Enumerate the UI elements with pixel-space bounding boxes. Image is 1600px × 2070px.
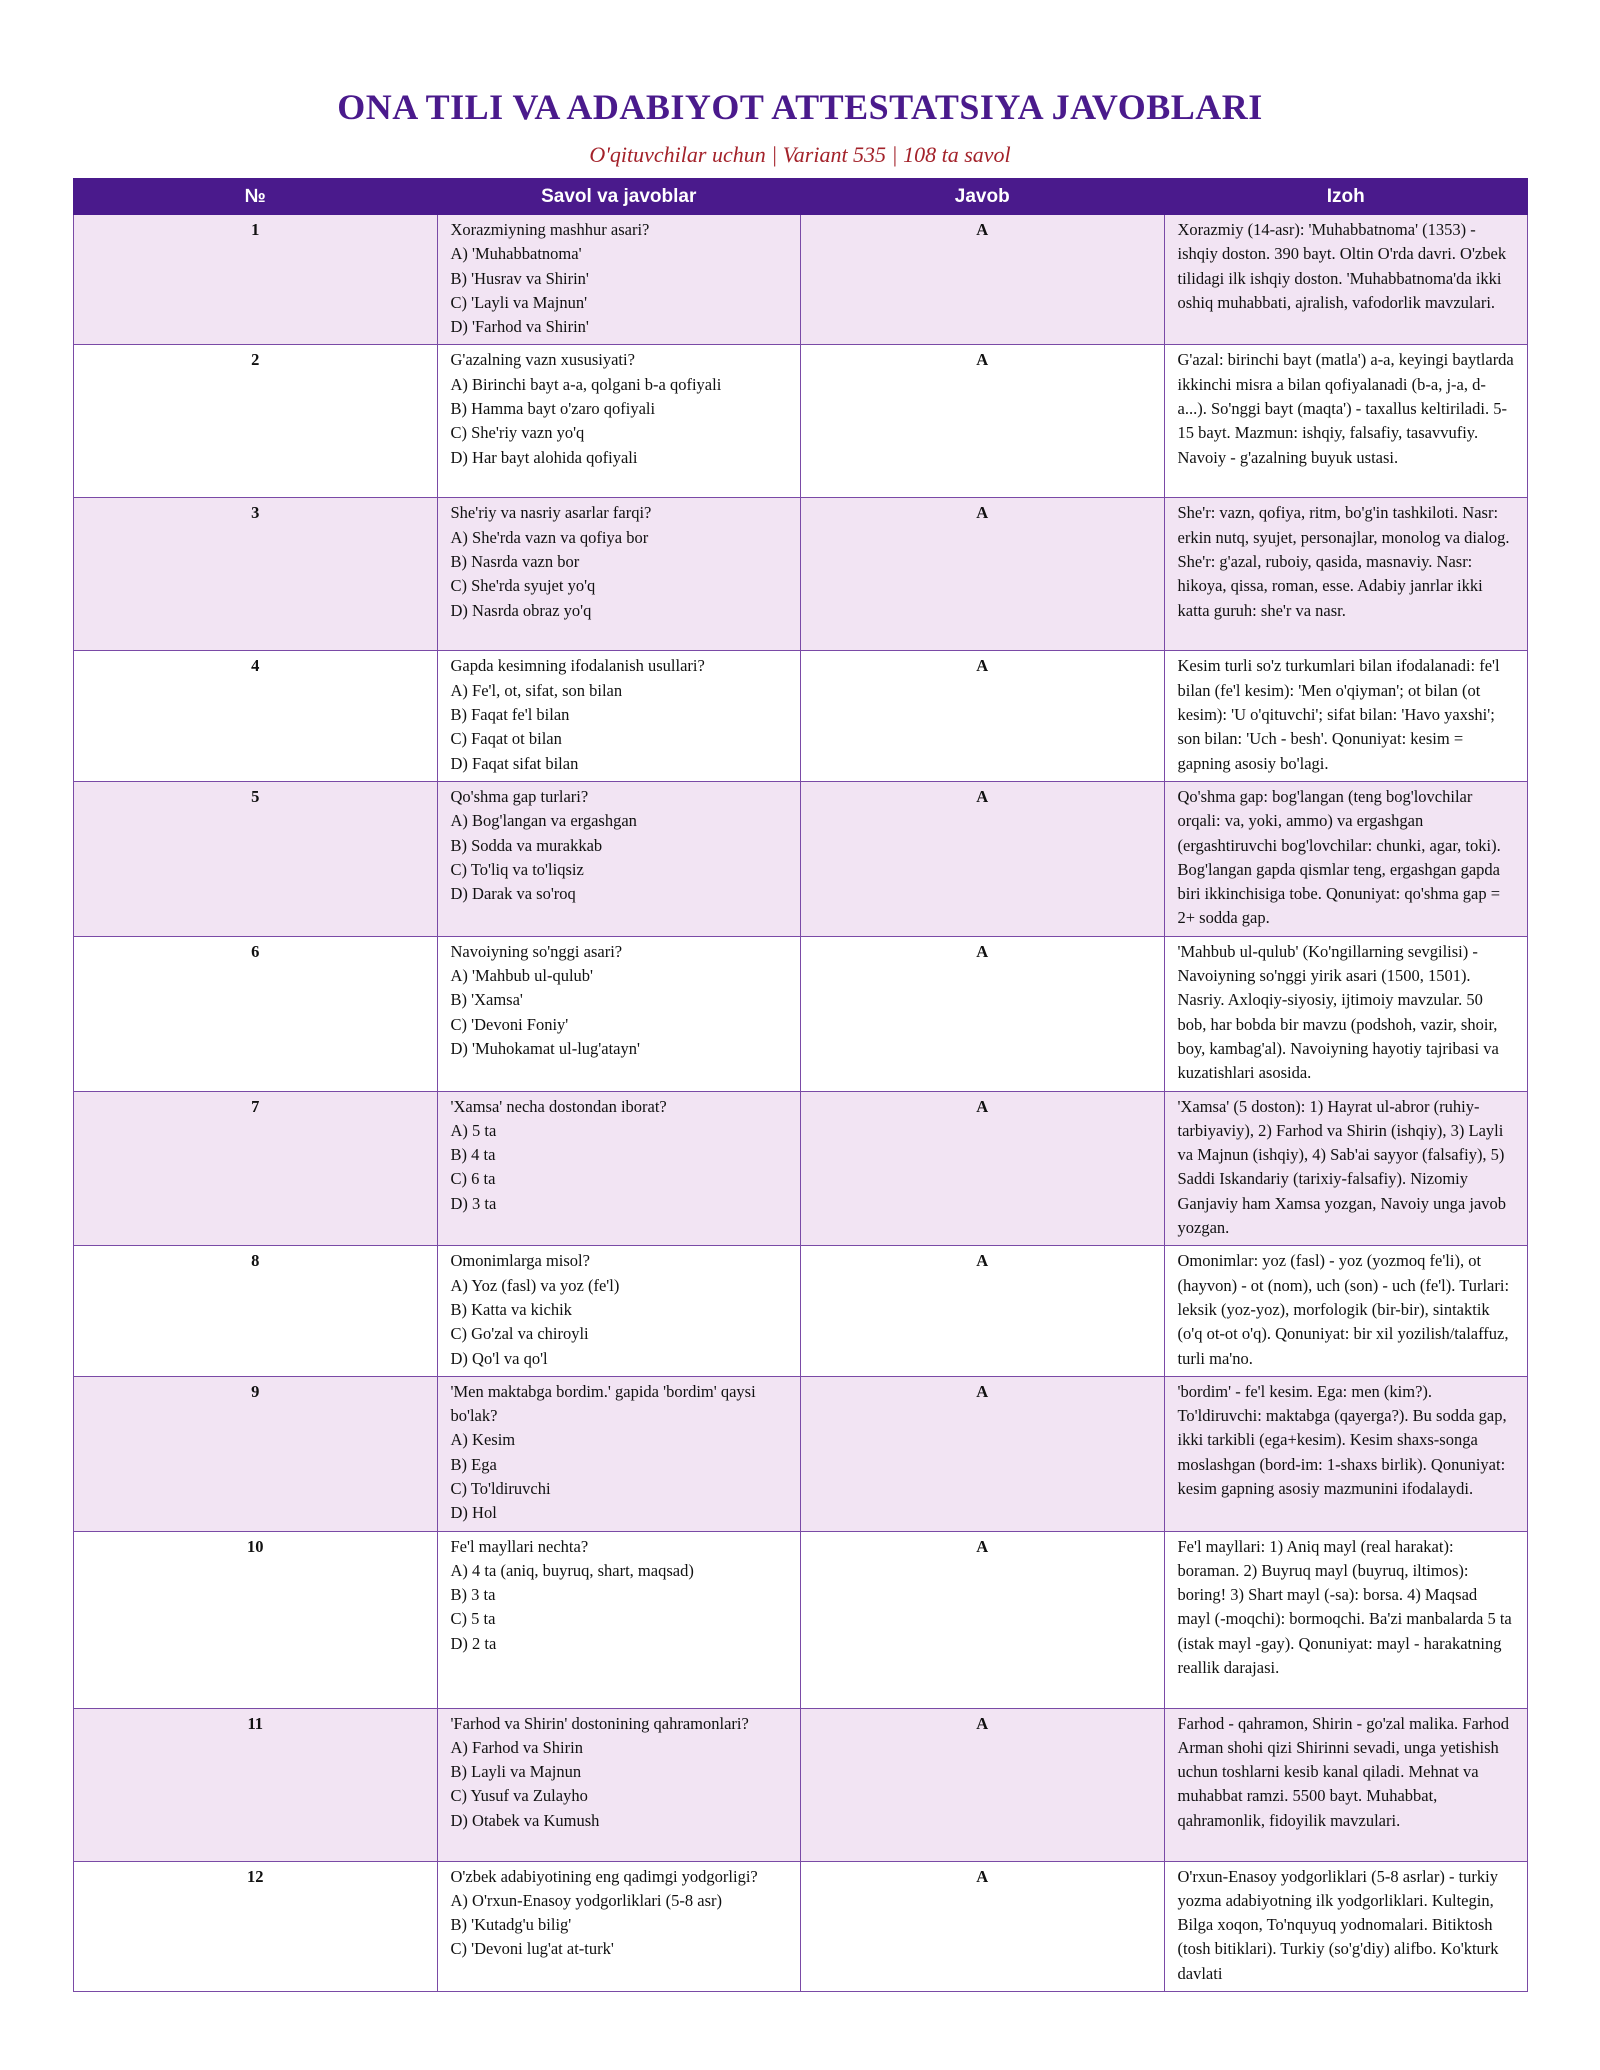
table-row	[74, 215, 1528, 345]
question-text: She'riy va nasriy asarlar farqi?	[450, 503, 652, 523]
answer-option: D) 2 ta	[450, 1633, 497, 1653]
correct-answer: A	[801, 215, 1165, 345]
explanation-note: Qo'shma gap: bog'langan (teng bog'lovchilar orqali: va, yoki, ammo) va ergashgan (ergashtiruvchi bog'lovchilar: chunki, agar, toki). Bog'langan gapda qismlar teng, ergashgan gapda biri ikkinchisiga tobe. Qonuniyat: qo'shma gap = 2+ sodda gap.	[1164, 781, 1528, 936]
question-number: 9	[74, 1376, 438, 1531]
question-cell	[437, 1861, 801, 1991]
answer-option: C) To'liq va to'liqsiz	[450, 859, 584, 879]
explanation-note: 'bordim' - fe'l kesim. Ega: men (kim?). To'ldiruvchi: maktabga (qayerga?). Bu sodda gap, ikki tarkibli (ega+kesim). Kesim shaxs-songa moslashgan (bord-im: 1-shaxs birlik). Qonuniyat: kesim gapning asosiy mazmunini ifodalaydi.	[1164, 1376, 1528, 1531]
answer-option: B) Layli va Majnun	[450, 1762, 582, 1782]
question-cell	[437, 498, 801, 651]
table-row	[74, 1861, 1528, 1991]
answer-option: B) Katta va kichik	[450, 1299, 572, 1319]
answer-option: A) Kesim	[450, 1430, 516, 1450]
question-cell	[437, 215, 801, 345]
question-cell	[437, 781, 801, 936]
answer-option: A) Farhod va Shirin	[450, 1737, 583, 1757]
question-text: O'zbek adabiyotining eng qadimgi yodgorligi?	[450, 1866, 758, 1886]
answer-option: C) To'ldiruvchi	[450, 1478, 551, 1498]
answer-option: B) Nasrda vazn bor	[450, 552, 580, 572]
question-number: 10	[74, 1531, 438, 1708]
explanation-note: Kesim turli so'z turkumlari bilan ifodalanadi: fe'l bilan (fe'l kesim): 'Men o'qiyman'; ot bilan (ot kesim): 'U o'qituvchi'; sifat bilan: 'Havo yaxshi'; son bilan: 'Uch - besh'. Qonuniyat: kesim = gapning asosiy bo'lagi.	[1164, 651, 1528, 781]
correct-answer: A	[801, 498, 1165, 651]
explanation-note: Farhod - qahramon, Shirin - go'zal malika. Farhod Arman shohi qizi Shirinni sevadi, unga yetishish uchun toshlarni kesib kanal qiladi. Mehnat va muhabbat ramzi. 5500 bayt. Muhabbat, qahramonlik, fidoyilik mavzulari.	[1164, 1708, 1528, 1861]
header-number: №	[74, 179, 438, 215]
question-number: 6	[74, 936, 438, 1091]
answer-option: D) Darak va so'roq	[450, 884, 576, 904]
answer-option: C) Faqat ot bilan	[450, 729, 562, 749]
explanation-note: Fe'l mayllari: 1) Aniq mayl (real harakat): boraman. 2) Buyruq mayl (buyruq, iltimos): boring! 3) Shart mayl (-sa): borsa. 4) Maqsad mayl (-moqchi): bormoqchi. Ba'zi manbalarda 5 ta (istak mayl -gay). Qonuniyat: mayl - harakatning reallik darajasi.	[1164, 1531, 1528, 1708]
question-cell	[437, 1531, 801, 1708]
answer-option: D) 3 ta	[450, 1193, 497, 1213]
answer-option: B) Faqat fe'l bilan	[450, 705, 570, 725]
correct-answer: A	[801, 1861, 1165, 1991]
answer-option: C) 'Devoni Foniy'	[450, 1014, 569, 1034]
answer-option: C) She'rda syujet yo'q	[450, 576, 596, 596]
explanation-note: 'Xamsa' (5 doston): 1) Hayrat ul-abror (ruhiy-tarbiyaviy), 2) Farhod va Shirin (ishqiy), 3) Layli va Majnun (ishqiy), 4) Sab'ai sayyor (falsafiy), 5) Saddi Iskandariy (tarixiy-falsafiy). Nizomiy Ganjaviy ham Xamsa yozgan, Navoiy unga javob yozgan.	[1164, 1091, 1528, 1246]
question-cell	[437, 345, 801, 498]
correct-answer: A	[801, 936, 1165, 1091]
question-text: Navoiyning so'nggi asari?	[450, 941, 623, 961]
answer-option: A) Bog'langan va ergashgan	[450, 811, 637, 831]
answer-option: B) 3 ta	[450, 1585, 496, 1605]
question-number: 8	[74, 1246, 438, 1376]
question-text: Qo'shma gap turlari?	[450, 786, 589, 806]
answer-option: D) Otabek va Kumush	[450, 1810, 600, 1830]
answer-option: A) Fe'l, ot, sifat, son bilan	[450, 680, 623, 700]
explanation-note: G'azal: birinchi bayt (matla') a-a, keyingi baytlarda ikkinchi misra a bilan qofiyalanadi (b-a, j-a, d-a...). So'nggi bayt (maqta') - taxallus keltiriladi. 5-15 bayt. Mazmun: ishqiy, falsafiy, tasavvufiy. Navoiy - g'azalning buyuk ustasi.	[1164, 345, 1528, 498]
explanation-note: 'Mahbub ul-qulub' (Ko'ngillarning sevgilisi) - Navoiyning so'nggi yirik asari (1500, 1501). Nasriy. Axloqiy-siyosiy, ijtimoiy mavzular. 50 bob, har bobda bir mavzu (podshoh, vazir, shoir, boy, kambag'al). Navoiyning hayotiy tajribasi va kuzatishlari asosida.	[1164, 936, 1528, 1091]
question-number: 5	[74, 781, 438, 936]
table-row	[74, 345, 1528, 498]
correct-answer: A	[801, 651, 1165, 781]
answer-option: C) 6 ta	[450, 1169, 496, 1189]
answers-table	[73, 178, 1528, 1992]
answer-option: D) Qo'l va qo'l	[450, 1348, 548, 1368]
correct-answer: A	[801, 1531, 1165, 1708]
question-number: 3	[74, 498, 438, 651]
question-number: 11	[74, 1708, 438, 1861]
answer-option: D) Har bayt alohida qofiyali	[450, 447, 638, 467]
answer-option: D) 'Muhokamat ul-lug'atayn'	[450, 1038, 640, 1058]
question-number: 2	[74, 345, 438, 498]
answer-option: A) 'Mahbub ul-qulub'	[450, 966, 594, 986]
answer-option: C) 'Devoni lug'at at-turk'	[450, 1939, 614, 1959]
correct-answer: A	[801, 1376, 1165, 1531]
explanation-note: O'rxun-Enasoy yodgorliklari (5-8 asrlar) - turkiy yozma adabiyotning ilk yodgorliklari. Kultegin, Bilga xoqon, To'nquyuq yodnomalari. Bitiktosh (tosh bitiklari). Turkiy (so'g'diy) alifbo. Ko'kturk davlati	[1164, 1861, 1528, 1991]
question-text: Xorazmiyning mashhur asari?	[450, 220, 650, 239]
question-number: 12	[74, 1861, 438, 1991]
header-answer: Javob	[801, 179, 1165, 215]
answer-option: C) 5 ta	[450, 1609, 496, 1629]
table-row	[74, 936, 1528, 1091]
header-question: Savol va javoblar	[437, 179, 801, 215]
table-row	[74, 1376, 1528, 1531]
table-row	[74, 1531, 1528, 1708]
correct-answer: A	[801, 1246, 1165, 1376]
question-cell	[437, 936, 801, 1091]
header-note: Izoh	[1164, 179, 1528, 215]
answer-option: B) 'Kutadg'u bilig'	[450, 1915, 572, 1935]
table-header-row	[74, 179, 1528, 215]
question-text: 'Men maktabga bordim.' gapida 'bordim' qaysi bo'lak?	[450, 1381, 756, 1426]
answer-option: A) 4 ta (aniq, buyruq, shart, maqsad)	[450, 1560, 694, 1580]
table-row	[74, 1246, 1528, 1376]
answer-option: B) Ega	[450, 1454, 497, 1474]
question-number: 7	[74, 1091, 438, 1246]
answer-option: A) Yoz (fasl) va yoz (fe'l)	[450, 1275, 620, 1295]
correct-answer: A	[801, 345, 1165, 498]
answer-option: B) Hamma bayt o'zaro qofiyali	[450, 399, 656, 419]
answer-option: A) She'rda vazn va qofiya bor	[450, 527, 649, 547]
question-text: Omonimlarga misol?	[450, 1251, 590, 1271]
question-cell	[437, 1091, 801, 1246]
question-number: 1	[74, 215, 438, 345]
answer-option: A) 5 ta	[450, 1120, 497, 1140]
table-row	[74, 498, 1528, 651]
correct-answer: A	[801, 1708, 1165, 1861]
answer-option: C) Yusuf va Zulayho	[450, 1786, 588, 1806]
table-row	[74, 1708, 1528, 1861]
table-row	[74, 651, 1528, 781]
table-row	[74, 781, 1528, 936]
question-cell	[437, 1376, 801, 1531]
answer-option: B) 'Xamsa'	[450, 990, 523, 1010]
answer-option: A) O'rxun-Enasoy yodgorliklari (5-8 asr)	[450, 1890, 722, 1910]
table-row	[74, 1091, 1528, 1246]
question-cell	[437, 651, 801, 781]
answer-option: C) She'riy vazn yo'q	[450, 423, 585, 443]
answer-option: D) Nasrda obraz yo'q	[450, 600, 592, 620]
explanation-note: She'r: vazn, qofiya, ritm, bo'g'in tashkiloti. Nasr: erkin nutq, syujet, personajlar, monolog va dialog. She'r: g'azal, ruboiy, qasida, masnaviy. Nasr: hikoya, qissa, roman, esse. Adabiy janrlar ikki katta guruh: she'r va nasr.	[1164, 498, 1528, 651]
answer-option: A) 'Muhabbatnoma'	[450, 244, 582, 264]
question-text: Fe'l mayllari nechta?	[450, 1536, 589, 1556]
answer-option: B) 4 ta	[450, 1145, 496, 1165]
answer-option: D) 'Farhod va Shirin'	[450, 317, 589, 337]
answer-option: D) Hol	[450, 1503, 497, 1523]
answer-option: C) 'Layli va Majnun'	[450, 292, 588, 312]
correct-answer: A	[801, 781, 1165, 936]
table-body	[74, 215, 1528, 1992]
explanation-note: Omonimlar: yoz (fasl) - yoz (yozmoq fe'li), ot (hayvon) - ot (nom), uch (son) - uch (fe'l). Turlari: leksik (yoz-yoz), morfologik (bir-bir), sintaktik (o'q ot-ot o'q). Qonuniyat: bir xil yozilish/talaffuz, turli ma'no.	[1164, 1246, 1528, 1376]
answer-option: C) Go'zal va chiroyli	[450, 1324, 589, 1344]
question-cell	[437, 1708, 801, 1861]
question-text: 'Xamsa' necha dostondan iborat?	[450, 1096, 667, 1116]
page-title: ONA TILI VA ADABIYOT ATTESTATSIYA JAVOBLARI	[337, 87, 1263, 127]
answer-option: B) Sodda va murakkab	[450, 835, 603, 855]
explanation-note: Xorazmiy (14-asr): 'Muhabbatnoma' (1353) - ishqiy doston. 390 bayt. Oltin O'rda davri. O'zbek tilidagi ilk ishqiy doston. 'Muhabbatnoma'da ikki oshiq muhabbati, ajralish, vafodorlik mavzulari.	[1164, 215, 1528, 345]
question-text: G'azalning vazn xususiyati?	[450, 350, 635, 370]
answer-option: D) Faqat sifat bilan	[450, 753, 579, 773]
answer-option: B) 'Husrav va Shirin'	[450, 268, 589, 288]
question-cell	[437, 1246, 801, 1376]
correct-answer: A	[801, 1091, 1165, 1246]
question-text: 'Farhod va Shirin' dostonining qahramonlari?	[450, 1713, 749, 1733]
answer-option: A) Birinchi bayt a-a, qolgani b-a qofiyali	[450, 374, 722, 394]
question-number: 4	[74, 651, 438, 781]
question-text: Gapda kesimning ifodalanish usullari?	[450, 656, 705, 676]
page-subtitle: O'qituvchilar uchun | Variant 535 | 108 ta savol	[589, 142, 1011, 167]
